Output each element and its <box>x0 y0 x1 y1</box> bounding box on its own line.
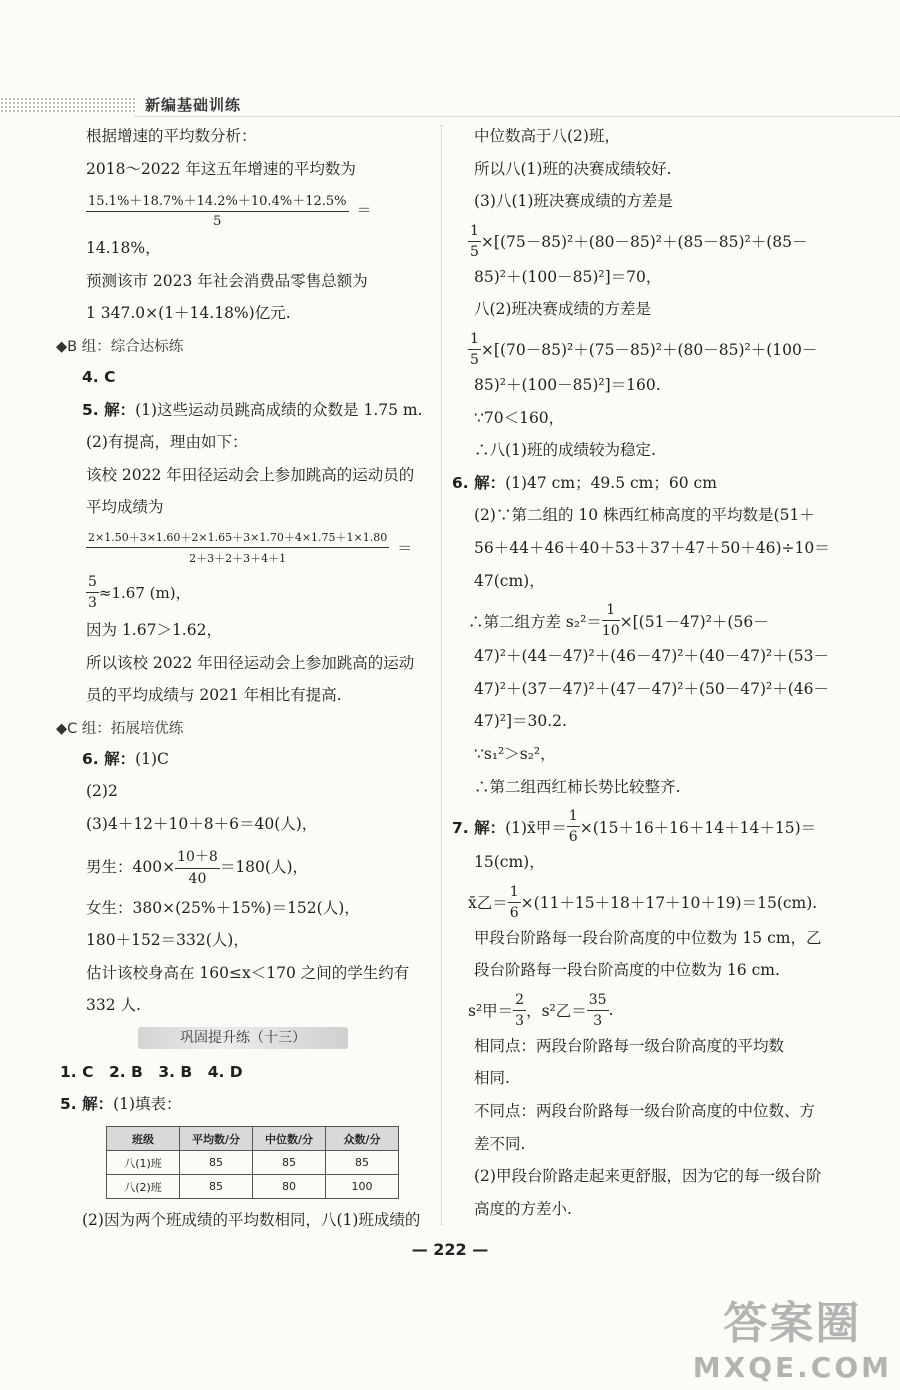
question-label: 6. 解： <box>452 473 506 492</box>
fraction <box>468 331 481 368</box>
question-label: 6. 解： <box>82 749 136 768</box>
text-line: 15(cm)， <box>474 853 545 872</box>
fraction-numerator: 1 <box>567 808 580 827</box>
answer-text: 1. C 2. B 3. B 4. D <box>60 1062 243 1081</box>
fraction <box>86 574 99 611</box>
table-cell: 八(1)班 <box>107 1151 180 1175</box>
fraction <box>513 992 526 1029</box>
text-line: 85)²＋(100－85)²]＝70， <box>474 267 662 286</box>
formula-text: ∴第二组方差 s₂²＝ <box>468 612 602 631</box>
table-row <box>107 1151 399 1175</box>
text-line: (3)八(1)班决赛成绩的方差是 <box>474 192 673 211</box>
text-line: 八(2)班决赛成绩的方差是 <box>474 300 651 319</box>
watermark-logo <box>693 1287 892 1384</box>
formula-variances <box>468 992 832 1029</box>
table-cell: 85 <box>253 1151 326 1175</box>
answer-4 <box>60 366 435 388</box>
text-line: 相同点：两段台阶路每一级台阶高度的平均数 <box>474 1036 785 1055</box>
text-line: 员的平均成绩与 2021 年相比有提高. <box>86 686 342 705</box>
text-line: (2)有提高，理由如下： <box>86 433 248 452</box>
answer-6-right <box>452 472 832 494</box>
fraction <box>175 846 220 887</box>
header-rule <box>135 116 900 117</box>
answer-text: (1)这些运动员跳高成绩的众数是 1.75 m. <box>135 400 423 419</box>
text-line: 女生：380×(25%＋15%)＝152(人)， <box>86 898 360 917</box>
fraction <box>567 808 580 845</box>
fraction-denominator: 6 <box>568 829 578 846</box>
fraction-denominator: 3 <box>515 1012 525 1029</box>
right-column <box>452 125 832 1230</box>
table-cell: 85 <box>180 1151 253 1175</box>
answer-6 <box>60 748 435 770</box>
text-line: 中位数高于八(2)班， <box>474 127 620 145</box>
text-line: (3)4＋12＋10＋8＋6＝40(人)， <box>86 814 318 833</box>
text-line: ∵s₁²＞s₂²， <box>474 744 556 763</box>
answer-text: (1)填表： <box>113 1095 182 1114</box>
section-heading-b: ◆B 组：综合达标练 <box>56 338 184 355</box>
fraction <box>86 190 349 229</box>
formula-text: s²甲＝ <box>468 1002 514 1021</box>
page-number: — 222 — <box>411 1240 489 1259</box>
fraction <box>602 602 620 639</box>
text-line: 1 347.0×(1＋14.18%)亿元. <box>86 304 291 323</box>
formula-result <box>86 574 435 611</box>
text-line: (2)2 <box>86 782 118 801</box>
formula-var-group2 <box>468 602 832 639</box>
text-line: 相同. <box>474 1069 510 1088</box>
header-dots <box>0 97 135 113</box>
fraction-denominator: 2＋3＋2＋3＋4＋1 <box>189 551 287 565</box>
fraction-numerator: 2 <box>513 992 526 1011</box>
column-divider <box>441 125 442 1225</box>
text-line: 14.18%， <box>86 239 161 258</box>
formula-avg-height <box>86 529 435 566</box>
text-line: (2)因为两个班成绩的平均数相同，八(1)班成绩的 <box>82 1211 421 1230</box>
table-cell: 85 <box>326 1151 399 1175</box>
text-line: ∵70＜160， <box>474 408 565 427</box>
fraction-numerator: 5 <box>86 574 99 593</box>
text-line: 所以该校 2022 年田径运动会上参加跳高的运动 <box>86 653 415 672</box>
text-line: ∴第二组西红柿长势比较整齐. <box>474 777 681 796</box>
fraction <box>468 223 481 260</box>
watermark-small: MXQE.COM <box>692 1351 892 1384</box>
text-line: 高度的方差小. <box>474 1199 572 1218</box>
fraction-denominator: 6 <box>509 904 519 921</box>
formula-var-1 <box>468 223 832 260</box>
answers-1-4 <box>60 1061 435 1083</box>
equals-sign: ＝ <box>356 201 372 220</box>
text-line: 估计该校身高在 160≤x＜170 之间的学生约有 <box>86 963 410 982</box>
fraction <box>86 529 389 566</box>
fraction-denominator: 5 <box>470 243 479 260</box>
text-line: 47)²＋(37－47)²＋(47－47)²＋(50－47)²＋(46－ <box>474 679 830 698</box>
formula-text: ×[(51－47)²＋(56－ <box>619 612 769 631</box>
text-line: 47)²]＝30.2. <box>474 712 567 731</box>
answer-5 <box>60 399 435 421</box>
text-line: 段台阶路每一段台阶高度的中位数为 16 cm. <box>474 961 780 980</box>
text-line: 不同点：两段台阶路每一级台阶高度的中位数、方 <box>474 1102 816 1121</box>
question-label: 5. 解： <box>82 400 136 419</box>
formula-text: . <box>608 1001 614 1020</box>
fraction-denominator: 3 <box>593 1012 603 1029</box>
answer-text: (1)47 cm；49.5 cm；60 cm <box>505 473 717 492</box>
answer-5b <box>60 1093 435 1115</box>
text-line: (2)∵第二组的 10 株西红柿高度的平均数是(51＋ <box>474 506 815 525</box>
table-header-row <box>107 1127 399 1151</box>
fraction-denominator: 3 <box>88 594 97 611</box>
table-cell: 100 <box>326 1175 399 1199</box>
text-line: 平均成绩为 <box>86 498 164 517</box>
question-label: 5. 解： <box>60 1095 114 1114</box>
fraction-numerator: 1 <box>468 331 481 350</box>
watermark-big: 答案圈 <box>723 1298 862 1349</box>
fraction-denominator: 5 <box>470 351 479 368</box>
text-line: 根据增速的平均数分析： <box>86 127 257 145</box>
text-line: 56＋44＋46＋40＋53＋37＋47＋50＋46)÷10＝ <box>474 538 830 557</box>
text-line: 该校 2022 年田径运动会上参加跳高的运动员的 <box>86 465 415 484</box>
text-line: 差不同. <box>474 1134 526 1153</box>
table-header: 众数/分 <box>326 1127 399 1151</box>
text-line: 47)²＋(44－47)²＋(46－47)²＋(40－47)²＋(53－ <box>474 647 830 666</box>
fraction-numerator: 1 <box>508 884 521 903</box>
table-cell: 八(2)班 <box>107 1175 180 1199</box>
text-line: 所以八(1)班的决赛成绩较好. <box>474 159 672 178</box>
header-title: 新编基础训练 <box>145 96 242 114</box>
text-line: 因为 1.67＞1.62， <box>86 620 222 639</box>
left-column <box>56 125 435 1242</box>
formula-male <box>86 846 435 887</box>
text-line: (2)甲段台阶路走起来更舒服，因为它的每一级台阶 <box>474 1167 822 1186</box>
section-heading-c: ◆C 组：拓展培优练 <box>56 720 184 737</box>
fraction-numerator: 10＋8 <box>175 846 220 869</box>
section-banner: 巩固提升练（十三） <box>138 1027 348 1049</box>
formula-text: ＝180(人)， <box>219 858 308 876</box>
fraction-numerator: 35 <box>587 992 609 1011</box>
table-row <box>107 1175 399 1199</box>
answer-7 <box>452 808 832 845</box>
table-header: 中位数/分 <box>253 1127 326 1151</box>
equals-sign: ＝ <box>397 538 413 557</box>
text-line: 180＋152＝332(人)， <box>86 931 249 950</box>
formula-text: ×(15＋16＋16＋14＋14＋15)＝ <box>579 818 817 837</box>
fraction-denominator: 5 <box>213 214 222 230</box>
table-cell: 85 <box>180 1175 253 1199</box>
fraction <box>587 992 609 1029</box>
formula-text: x̄乙＝ <box>468 894 508 913</box>
text-line: ∴八(1)班的成绩较为稳定. <box>474 441 656 460</box>
table-header: 班级 <box>107 1127 180 1151</box>
score-table <box>106 1126 399 1199</box>
fraction-numerator: 2×1.50＋3×1.60＋2×1.65＋3×1.70＋4×1.75＋1×1.80 <box>86 529 389 548</box>
fraction-numerator: 15.1%＋18.7%＋14.2%＋10.4%＋12.5% <box>86 190 349 212</box>
formula-text: ×[(75－85)²＋(80－85)²＋(85－85)²＋(85－ <box>480 233 808 252</box>
text-line: 预测该市 2023 年社会消费品零售总额为 <box>86 271 368 290</box>
question-label: 7. 解： <box>452 818 506 837</box>
text-line: 甲段台阶路每一段台阶高度的中位数为 15 cm，乙 <box>474 928 822 947</box>
answer-text: 4. C <box>82 367 116 386</box>
formula-mean-yi <box>468 884 832 921</box>
fraction <box>508 884 521 921</box>
fraction-denominator: 10 <box>601 623 620 640</box>
text-line: 332 人. <box>86 996 141 1015</box>
formula-text: 男生：400× <box>86 858 176 876</box>
fraction-numerator: 1 <box>468 223 481 242</box>
formula-text: ×(11＋15＋18＋17＋10＋19)＝15(cm). <box>520 894 818 913</box>
table-cell: 80 <box>253 1175 326 1199</box>
text-line: 85)²＋(100－85)²]＝160. <box>474 375 661 394</box>
formula-var-2 <box>468 331 832 368</box>
answer-text: (1)C <box>135 749 169 768</box>
formula-text: ×[(70－85)²＋(75－85)²＋(80－85)²＋(100－ <box>480 341 818 360</box>
formula-text: ，s²乙＝ <box>526 1002 587 1021</box>
formula-avg-growth <box>86 190 435 229</box>
text-line: 2018～2022 年这五年增速的平均数为 <box>86 159 356 178</box>
formula-text: ≈1.67 (m)， <box>98 583 191 602</box>
text-line: 47(cm)， <box>474 571 545 590</box>
formula-text: (1)x̄甲＝ <box>505 818 567 837</box>
fraction-denominator: 40 <box>188 870 207 887</box>
fraction-numerator: 1 <box>602 602 620 621</box>
table-header: 平均数/分 <box>180 1127 253 1151</box>
